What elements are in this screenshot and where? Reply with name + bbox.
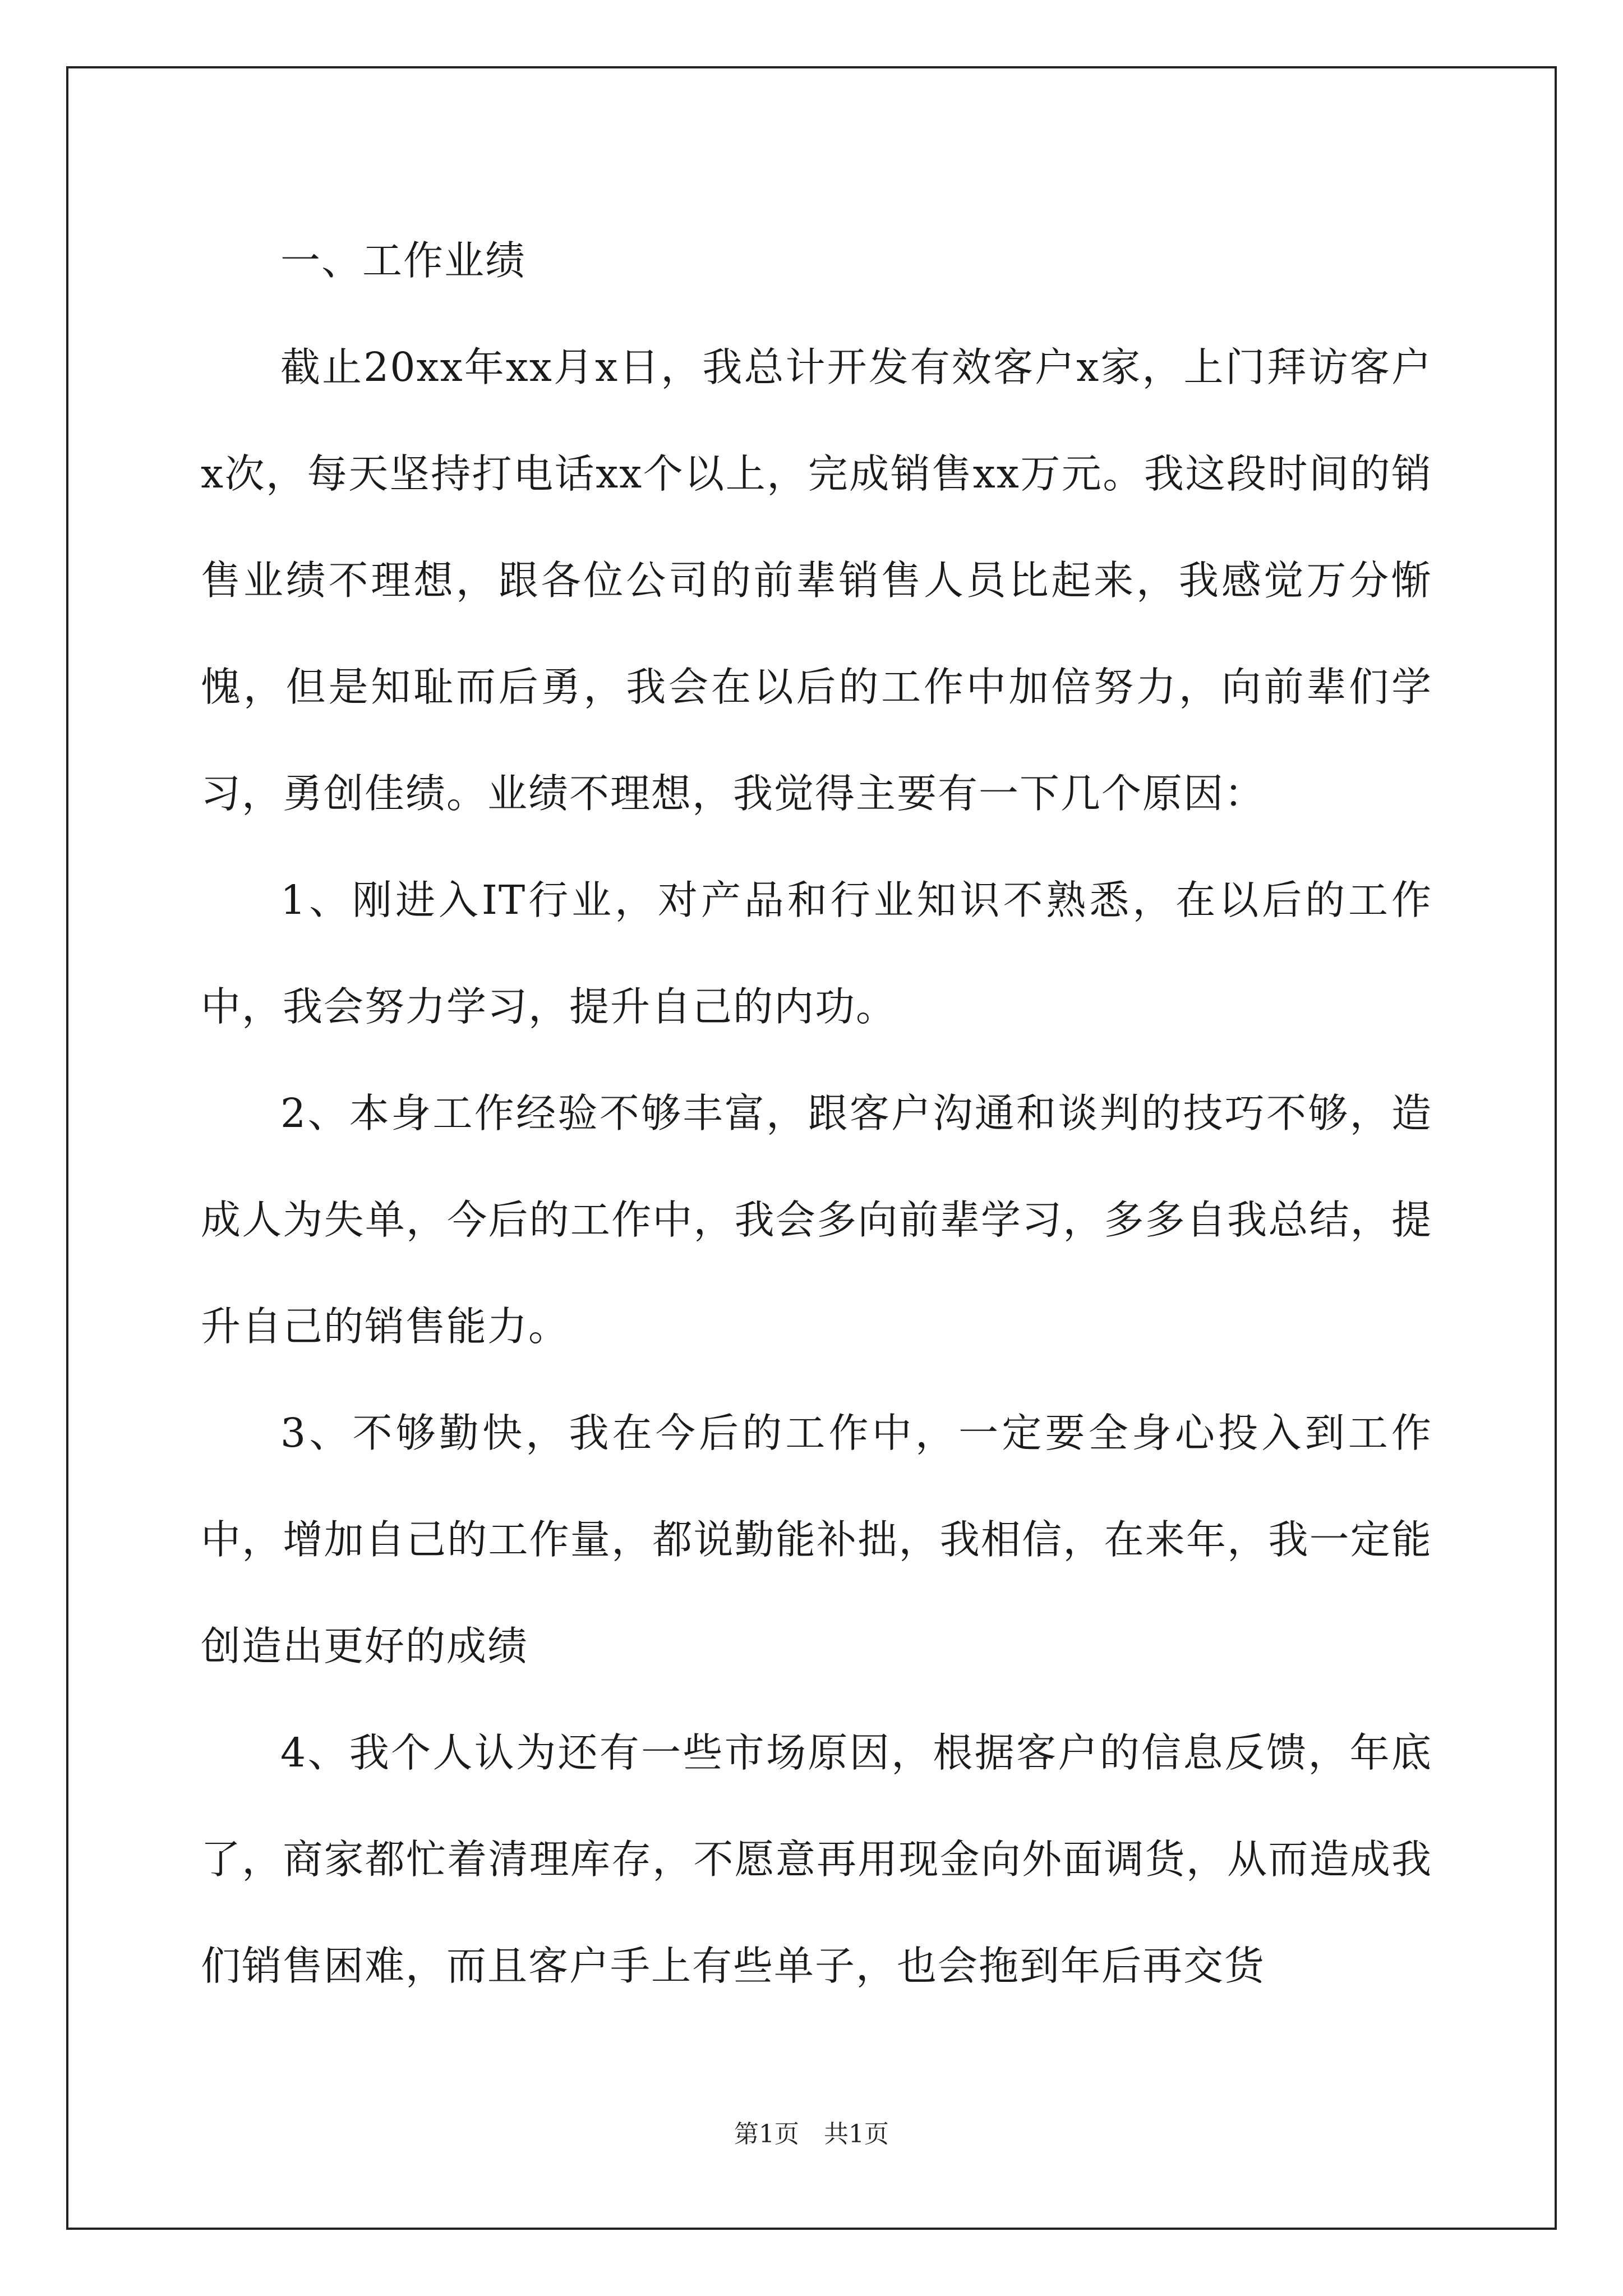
paragraph-reason-1: 1、刚进入IT行业，对产品和行业知识不熟悉，在以后的工作中，我会努力学习，提升自己的内功。: [201, 877, 1432, 1030]
document-body: [201, 208, 1432, 2019]
page-number-footer: 第1页 共1页: [734, 2120, 889, 2148]
paragraph-reason-3: 3、不够勤快，我在今后的工作中，一定要全身心投入到工作中，增加自己的工作量，都说勤能补拙，我相信，在来年，我一定能创造出更好的成绩: [201, 1410, 1432, 1669]
paragraph-reason-4: 4、我个人认为还有一些市场原因，根据客户的信息反馈，年底了，商家都忙着清理库存，不愿意再用现金向外面调货，从而造成我们销售困难，而且客户手上有些单子，也会拖到年后再交货: [201, 1729, 1432, 1989]
section-heading: 一、工作业绩: [280, 237, 527, 284]
paragraph-summary: 截止20xx年xx月x日，我总计开发有效客户x家，上门拜访客户x次，每天坚持打电话xx个以上，完成销售xx万元。我这段时间的销售业绩不理想，跟各位公司的前辈销售人员比起来，我感觉万分惭愧，但是知耻而后勇，我会在以后的工作中加倍努力，向前辈们学习，勇创佳绩。业绩不理想，我觉得主要有一下几个原因：: [201, 344, 1432, 817]
paragraph-reason-2: 2、本身工作经验不够丰富，跟客户沟通和谈判的技巧不够，造成人为失单，今后的工作中，我会多向前辈学习，多多自我总结，提升自己的销售能力。: [201, 1090, 1432, 1350]
